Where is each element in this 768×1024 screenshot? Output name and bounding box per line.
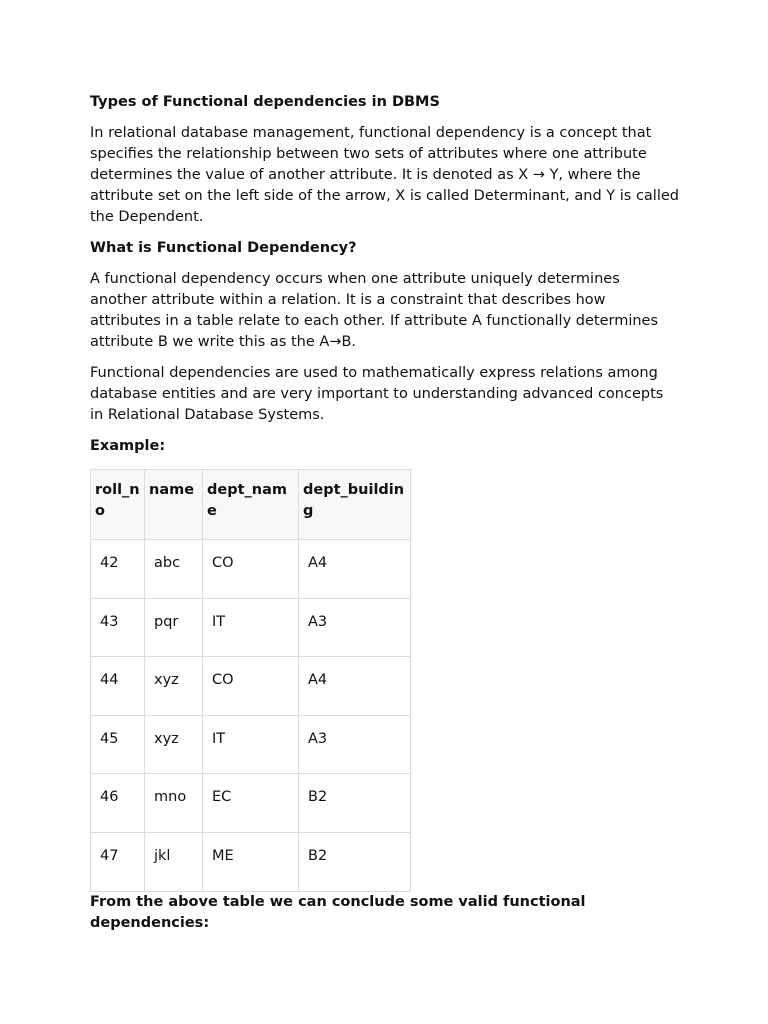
cell-dept-name: IT xyxy=(203,598,299,657)
cell-dept-name: ME xyxy=(203,832,299,891)
cell-roll-no: 47 xyxy=(91,832,145,891)
cell-name: jkl xyxy=(145,832,203,891)
table-row xyxy=(91,657,411,716)
header-dept-building: dept_building xyxy=(299,470,411,540)
cell-name: abc xyxy=(145,540,203,599)
table-row xyxy=(91,598,411,657)
cell-dept-name: CO xyxy=(203,540,299,599)
header-dept-name: dept_name xyxy=(203,470,299,540)
cell-dept-building: A4 xyxy=(299,540,411,599)
cell-dept-building: B2 xyxy=(299,832,411,891)
cell-dept-building: A3 xyxy=(299,598,411,657)
header-roll-no: roll_no xyxy=(91,470,145,540)
table-row xyxy=(91,715,411,774)
table-row xyxy=(91,832,411,891)
usage-paragraph: Functional dependencies are used to mathematically express relations among database entities and are very important to understanding advanced concepts in Relational Database Systems. xyxy=(90,365,664,423)
cell-roll-no: 43 xyxy=(91,598,145,657)
definition-paragraph: A functional dependency occurs when one attribute uniquely determines another attribute within a relation. It is a constraint that describes how attributes in a table relate to each other. If attribute A functionally determines attribute B we write this as the A→B. xyxy=(90,271,659,350)
cell-name: xyz xyxy=(145,657,203,716)
header-name: name xyxy=(145,470,203,540)
cell-dept-name: IT xyxy=(203,715,299,774)
intro-paragraph: In relational database management, functional dependency is a concept that specifies the relationship between two sets of attributes where one attribute determines the value of another attribute. It is denoted as X → Y, where the attribute set on the left side of the arrow, X is called Determinant, and Y is called the Dependent. xyxy=(90,125,679,225)
table-row xyxy=(91,540,411,599)
cell-roll-no: 45 xyxy=(91,715,145,774)
cell-dept-building: A4 xyxy=(299,657,411,716)
table-header-row xyxy=(91,470,411,540)
cell-name: mno xyxy=(145,774,203,833)
cell-roll-no: 42 xyxy=(91,540,145,599)
table-row xyxy=(91,774,411,833)
section-heading: What is Functional Dependency? xyxy=(90,240,357,256)
example-table xyxy=(90,469,411,892)
cell-dept-building: B2 xyxy=(299,774,411,833)
cell-dept-name: EC xyxy=(203,774,299,833)
article-title: Types of Functional dependencies in DBMS xyxy=(90,94,440,110)
cell-roll-no: 44 xyxy=(91,657,145,716)
conclusion-heading: From the above table we can conclude some valid functional dependencies: xyxy=(90,893,586,931)
cell-name: xyz xyxy=(145,715,203,774)
cell-dept-name: CO xyxy=(203,657,299,716)
cell-dept-building: A3 xyxy=(299,715,411,774)
cell-roll-no: 46 xyxy=(91,774,145,833)
cell-name: pqr xyxy=(145,598,203,657)
example-label: Example: xyxy=(90,438,166,454)
article xyxy=(90,92,680,934)
